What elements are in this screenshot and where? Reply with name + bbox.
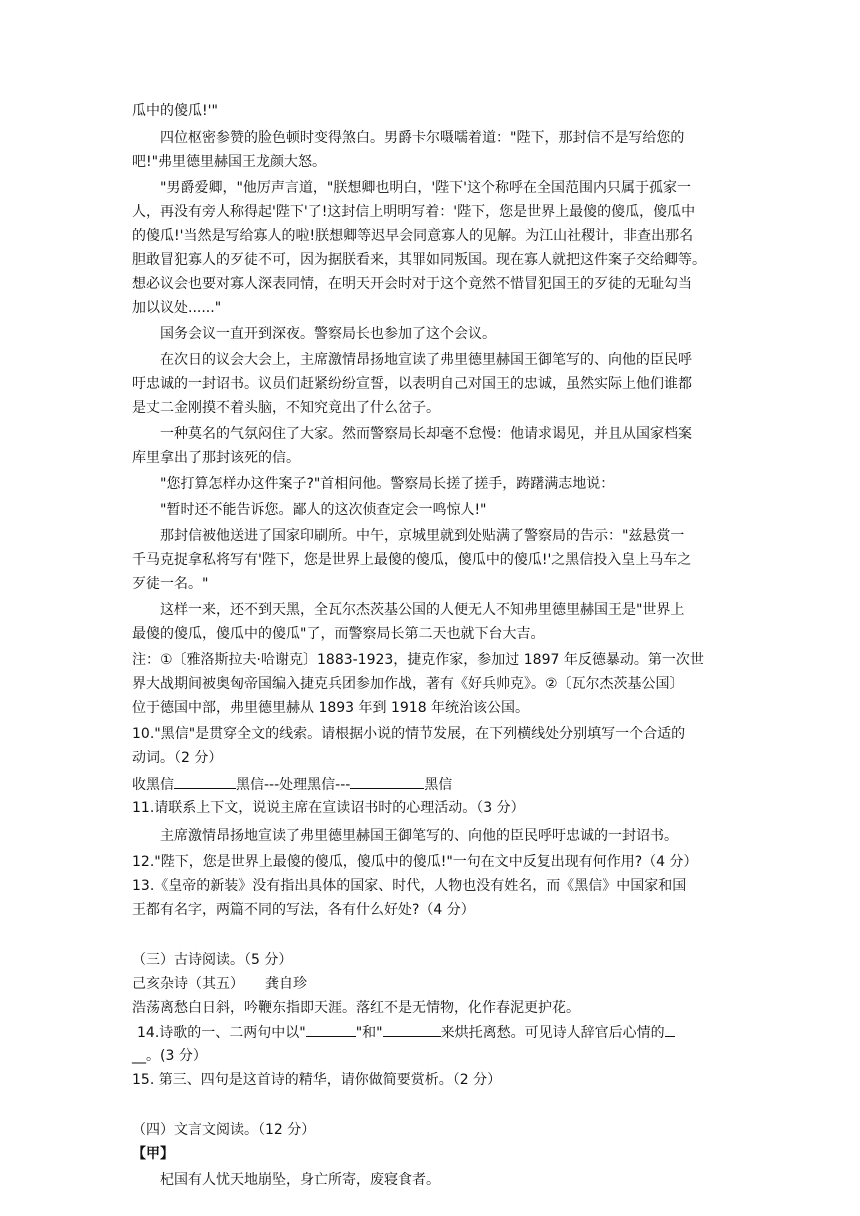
text-line: 吁忠诚的一封诏书。议员们赶紧纷纷宣誓，以表明自己对国王的忠诚，虽然实际上他们谁都 bbox=[132, 376, 692, 392]
question-15: 15. 第三、四句是这首诗的精华，请你做简要赏析。（2 分） bbox=[132, 1072, 502, 1088]
passage-label: 【甲】 bbox=[132, 1146, 174, 1162]
q10-part1: 收黑信 bbox=[132, 777, 174, 793]
text-line: 想必议会也要对寡人深表同情，在明天开会时对于这个竟然不惜冒犯国王的歹徒的无耻勾当 bbox=[132, 276, 692, 292]
text-line: 加以议处......" bbox=[132, 300, 222, 316]
q10-part3: 黑信 bbox=[424, 777, 453, 793]
question-14 bbox=[137, 1021, 675, 1044]
section-heading: （四）文言文阅读。（12 分） bbox=[132, 1122, 316, 1138]
footnote-line: 位于德国中部，弗里德里赫从 1893 年到 1918 年统治该公国。 bbox=[132, 700, 530, 716]
text-line: 四位枢密参赞的脸色顿时变得煞白。男爵卡尔嗫嚅着道："陛下，那封信不是写给您的 bbox=[160, 130, 685, 146]
text-line: "您打算怎样办这件案子?"首相问他。警察局长搓了搓手，踌躇满志地说： bbox=[160, 476, 615, 492]
question-12: 12."陛下，您是世界上最傻的傻瓜，傻瓜中的傻瓜!"一句在文中反复出现有何作用?（4 分） bbox=[132, 854, 698, 870]
text-line: 这样一来，还不到天黑，全瓦尔杰茨基公国的人便无人不知弗里德里赫国王是"世界上 bbox=[160, 602, 685, 618]
text-line: 歹徒一名。" bbox=[132, 576, 209, 592]
quoted-sentence: 主席激情昂扬地宣读了弗里德里赫国王御笔写的、向他的臣民呼吁忠诚的一封诏书。 bbox=[160, 828, 678, 844]
q14-part2: "和" bbox=[355, 1025, 383, 1041]
text-line: 千马克捉拿私将写有'陛下，您是世界上最傻的傻瓜，傻瓜中的傻瓜!'之黑信投入皇上马车之 bbox=[132, 552, 692, 568]
question-10-cont: 动词。（2 分） bbox=[132, 750, 223, 766]
q14-part1: 14.诗歌的一、二两句中以" bbox=[137, 1025, 306, 1041]
text-line: 人，再没有旁人称得起'陛下'了!这封信上明明写着：'陛下，您是世界上最傻的傻瓜，傻瓜中 bbox=[132, 204, 696, 220]
question-13-cont: 王都有名字，两篇不同的写法，各有什么好处?（4 分） bbox=[132, 902, 475, 918]
text-line: 库里拿出了那封该死的信。 bbox=[132, 450, 300, 466]
text-line: 的傻瓜!'当然是写给寡人的啦!朕想卿等迟早会同意寡人的见解。为江山社稷计，非查出那名 bbox=[132, 228, 694, 244]
question-14-cont: __。(3 分） bbox=[132, 1048, 207, 1064]
question-10-blanks bbox=[132, 773, 452, 796]
question-13: 13.《皇帝的新装》没有指出具体的国家、时代，人物也没有姓名，而《黑信》中国家和国 bbox=[132, 878, 687, 894]
answer-blank[interactable] bbox=[174, 773, 236, 789]
text-line: 最傻的傻瓜，傻瓜中的傻瓜"了，而警察局长第二天也就下台大吉。 bbox=[132, 626, 545, 642]
text-line: "暂时还不能告诉您。鄙人的这次侦查定会一鸣惊人!" bbox=[160, 502, 487, 518]
classical-text: 杞国有人忧天地崩坠，身亡所寄，废寝食者。 bbox=[160, 1172, 440, 1188]
question-11: 11.请联系上下文，说说主席在宣读诏书时的心理活动。（3 分） bbox=[132, 800, 525, 816]
text-line: 吧!"弗里德里赫国王龙颜大怒。 bbox=[132, 154, 327, 170]
text-line: 那封信被他送进了国家印刷所。中午，京城里就到处贴满了警察局的告示："兹悬赏一 bbox=[160, 528, 685, 544]
q14-part3: 来烘托离愁。可见诗人辞官后心情的 bbox=[440, 1025, 665, 1041]
poem-title: 己亥杂诗（其五） 龚自珍 bbox=[132, 976, 307, 992]
text-line: 瓜中的傻瓜!'" bbox=[132, 103, 218, 119]
text-line: 国务会议一直开到深夜。警察局长也参加了这个会议。 bbox=[160, 326, 496, 342]
section-heading: （三）古诗阅读。（5 分） bbox=[132, 952, 293, 968]
answer-blank[interactable] bbox=[665, 1021, 675, 1037]
text-line: "男爵爱卿，"他厉声言道，"朕想卿也明白，'陛下'这个称呼在全国范围内只属于孤家一 bbox=[160, 180, 692, 196]
question-10: 10."黑信"是贯穿全文的线索。请根据小说的情节发展，在下列横线处分别填写一个合适的 bbox=[132, 726, 686, 742]
answer-blank[interactable] bbox=[383, 1021, 441, 1037]
text-line: 胆敢冒犯寡人的歹徒不可，因为据朕看来，其罪如同叛国。现在寡人就把这件案子交给卿等。 bbox=[132, 252, 706, 268]
poem-text: 浩荡离愁白日斜，吟鞭东指即天涯。落红不是无情物，化作春泥更护花。 bbox=[132, 1000, 580, 1016]
q10-part2: 黑信---处理黑信--- bbox=[236, 777, 351, 793]
answer-blank[interactable] bbox=[306, 1021, 356, 1037]
footnote-line: 注：①〔雅洛斯拉夫·哈谢克〕1883-1923，捷克作家，参加过 1897 年反德暴动。第一次世 bbox=[132, 652, 704, 668]
answer-blank[interactable] bbox=[350, 773, 424, 789]
text-line: 是丈二金刚摸不着头脑，不知究竟出了什么岔子。 bbox=[132, 400, 440, 416]
footnote-line: 界大战期间被奥匈帝国编入捷克兵团参加作战，著有《好兵帅克》。②〔瓦尔杰茨基公国〕 bbox=[132, 676, 684, 692]
text-line: 一种莫名的气氛闷住了大家。然而警察局长却毫不怠慢：他请求谒见，并且从国家档案 bbox=[160, 426, 692, 442]
text-line: 在次日的议会大会上，主席激情昂扬地宣读了弗里德里赫国王御笔写的、向他的臣民呼 bbox=[160, 352, 692, 368]
